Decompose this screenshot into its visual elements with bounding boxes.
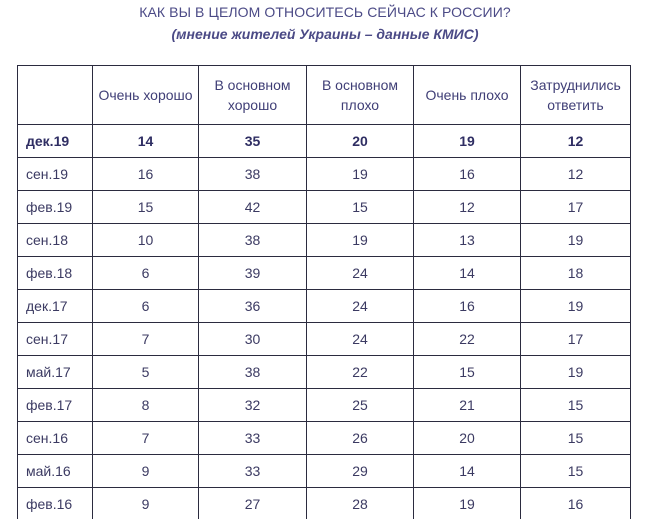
cell-mostly-bad: 26 [307,422,414,455]
cell-mostly-bad: 19 [307,158,414,191]
table-row [18,257,631,290]
cell-very-bad: 19 [414,488,521,519]
cell-period: фев.19 [18,191,93,224]
cell-mostly-bad: 25 [307,389,414,422]
cell-very-good: 10 [93,224,199,257]
cell-very-bad: 20 [414,422,521,455]
cell-period: дек.19 [18,125,93,158]
cell-hard-to-answer: 19 [521,290,631,323]
cell-hard-to-answer: 19 [521,224,631,257]
cell-very-good: 14 [93,125,199,158]
cell-very-bad: 14 [414,257,521,290]
cell-mostly-good: 36 [199,290,307,323]
cell-very-bad: 12 [414,191,521,224]
cell-mostly-good: 38 [199,158,307,191]
cell-mostly-good: 38 [199,224,307,257]
cell-hard-to-answer: 15 [521,389,631,422]
cell-very-bad: 16 [414,290,521,323]
cell-period: май.17 [18,356,93,389]
cell-hard-to-answer: 18 [521,257,631,290]
cell-period: фев.18 [18,257,93,290]
cell-mostly-good: 42 [199,191,307,224]
cell-period: фев.17 [18,389,93,422]
cell-period: май.16 [18,455,93,488]
cell-period: сен.18 [18,224,93,257]
cell-hard-to-answer: 12 [521,158,631,191]
cell-mostly-good: 32 [199,389,307,422]
cell-mostly-good: 33 [199,455,307,488]
header-very-good: Очень хорошо [93,66,199,125]
header-mostly-bad: В основном плохо [307,66,414,125]
cell-hard-to-answer: 17 [521,191,631,224]
table-row [18,356,631,389]
cell-mostly-good: 35 [199,125,307,158]
cell-very-bad: 22 [414,323,521,356]
header-period [18,66,93,125]
cell-period: фев.16 [18,488,93,519]
table-row [18,191,631,224]
table-row [18,323,631,356]
cell-very-good: 7 [93,422,199,455]
cell-mostly-bad: 19 [307,224,414,257]
table-row [18,290,631,323]
cell-hard-to-answer: 15 [521,455,631,488]
survey-table [17,65,631,519]
cell-very-good: 8 [93,389,199,422]
cell-period: дек.17 [18,290,93,323]
cell-very-bad: 16 [414,158,521,191]
table-row [18,158,631,191]
page-title: КАК ВЫ В ЦЕЛОМ ОТНОСИТЕСЬ СЕЙЧАС К РОССИИ? [139,4,511,20]
cell-mostly-bad: 29 [307,455,414,488]
cell-very-bad: 15 [414,356,521,389]
table-row [18,389,631,422]
cell-hard-to-answer: 17 [521,323,631,356]
header-very-bad: Очень плохо [414,66,521,125]
cell-very-good: 15 [93,191,199,224]
cell-very-bad: 14 [414,455,521,488]
table-body [18,125,631,519]
cell-hard-to-answer: 16 [521,488,631,519]
cell-very-good: 9 [93,455,199,488]
cell-very-good: 5 [93,356,199,389]
cell-very-good: 9 [93,488,199,519]
cell-very-bad: 13 [414,224,521,257]
cell-hard-to-answer: 12 [521,125,631,158]
cell-mostly-good: 39 [199,257,307,290]
page-subtitle: (мнение жителей Украины – данные КМИС) [171,26,479,42]
cell-very-bad: 19 [414,125,521,158]
cell-mostly-bad: 22 [307,356,414,389]
cell-hard-to-answer: 15 [521,422,631,455]
cell-very-good: 7 [93,323,199,356]
cell-mostly-bad: 28 [307,488,414,519]
cell-hard-to-answer: 19 [521,356,631,389]
cell-mostly-good: 30 [199,323,307,356]
cell-very-good: 6 [93,290,199,323]
cell-very-good: 16 [93,158,199,191]
cell-very-bad: 21 [414,389,521,422]
cell-period: сен.16 [18,422,93,455]
header-mostly-good: В основном хорошо [199,66,307,125]
table-row [18,422,631,455]
cell-period: сен.17 [18,323,93,356]
table-row [18,224,631,257]
cell-very-good: 6 [93,257,199,290]
cell-mostly-bad: 20 [307,125,414,158]
cell-mostly-bad: 15 [307,191,414,224]
table-row [18,455,631,488]
cell-period: сен.19 [18,158,93,191]
header-hard-to-answer: Затруднились ответить [521,66,631,125]
table-header-row [18,66,631,125]
cell-mostly-bad: 24 [307,257,414,290]
cell-mostly-bad: 24 [307,323,414,356]
cell-mostly-bad: 24 [307,290,414,323]
cell-mostly-good: 27 [199,488,307,519]
cell-mostly-good: 33 [199,422,307,455]
table-row [18,488,631,519]
cell-mostly-good: 38 [199,356,307,389]
table-row [18,125,631,158]
